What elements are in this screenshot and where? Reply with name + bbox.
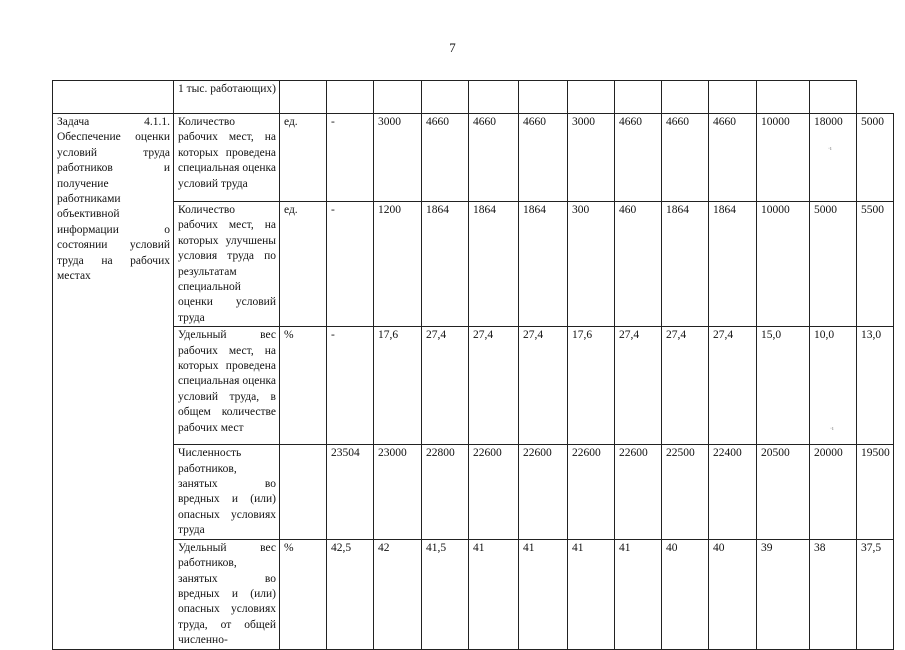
value-cell: 4660	[615, 114, 662, 202]
table-row	[53, 202, 894, 327]
value-cell: 1864	[469, 202, 519, 327]
value-cell: 40	[662, 539, 709, 649]
indicator-cell: Численность работников, занятых во вредных и (или) опасных условиях труда	[174, 445, 280, 539]
value-cell: 4660	[519, 114, 568, 202]
scan-speck: ·ı	[828, 146, 832, 152]
indicator-cell: Удельный вес работников, занятых во вредных и (или) опасных условиях труда, от общей численно-	[174, 539, 280, 649]
table-row	[53, 445, 894, 539]
value-cell: 1864	[662, 202, 709, 327]
value-cell: 5500	[857, 202, 894, 327]
value-cell: 41	[615, 539, 662, 649]
value-cell: -	[327, 114, 374, 202]
value-cell: 40	[709, 539, 757, 649]
value-cell: 4660	[662, 114, 709, 202]
value-cell: 13,0	[857, 327, 894, 445]
value-cell: 5000	[857, 114, 894, 202]
value-cell: -	[327, 202, 374, 327]
value-cell: 41,5	[422, 539, 469, 649]
value-cell: -	[327, 327, 374, 445]
value-cell: 20500	[757, 445, 810, 539]
value-cell: 3000	[568, 114, 615, 202]
value-cell: 19500	[857, 445, 894, 539]
value-cell: 20000	[810, 445, 857, 539]
value-cell: 41	[469, 539, 519, 649]
value-cell: 15,0	[757, 327, 810, 445]
unit-cell: ед.	[280, 114, 327, 202]
value-cell: 1864	[422, 202, 469, 327]
value-cell: 10000	[757, 202, 810, 327]
value-cell: 22800	[422, 445, 469, 539]
value-cell: 300	[568, 202, 615, 327]
indicator-cell: Количество рабочих мест, на которых проведена специальная оценка условий труда	[174, 114, 280, 202]
value-cell: 1864	[709, 202, 757, 327]
value-cell: 22500	[662, 445, 709, 539]
unit-cell	[280, 81, 327, 114]
value-cell: 38	[810, 539, 857, 649]
indicator-cell: Количество рабочих мест, на которых улучшены условия труда по результатам специальной оценки условий труда	[174, 202, 280, 327]
value-cell: 37,5	[857, 539, 894, 649]
indicator-cell: 1 тыс. работающих)	[174, 81, 280, 114]
scan-speck: ·ı	[830, 426, 834, 432]
value-cell: 22600	[568, 445, 615, 539]
value-cell: 5000	[810, 202, 857, 327]
value-cell: 23504	[327, 445, 374, 539]
value-cell: 4660	[709, 114, 757, 202]
value-cell: 22600	[615, 445, 662, 539]
value-cell: 27,4	[469, 327, 519, 445]
task-cell-empty	[53, 81, 174, 114]
value-cell: 17,6	[374, 327, 422, 445]
value-cell: 23000	[374, 445, 422, 539]
table-row	[53, 539, 894, 649]
value-cell: 27,4	[422, 327, 469, 445]
table-row	[53, 327, 894, 445]
page-number: 7	[449, 40, 456, 55]
value-cell: 1864	[519, 202, 568, 327]
table-row-continued	[53, 81, 894, 114]
unit-cell: %	[280, 327, 327, 445]
program-indicators-table	[52, 80, 894, 650]
value-cell: 1200	[374, 202, 422, 327]
value-cell: 27,4	[519, 327, 568, 445]
value-cell: 27,4	[615, 327, 662, 445]
value-cell: 22600	[469, 445, 519, 539]
value-cell: 41	[568, 539, 615, 649]
value-cell: 42,5	[327, 539, 374, 649]
value-cell: 4660	[422, 114, 469, 202]
value-cell: 42	[374, 539, 422, 649]
task-cell: Задача 4.1.1. Обеспечение оценки условий труда работников и получение работниками объективной информации о состоянии условий труда на рабочих местах	[53, 114, 174, 650]
value-cell: 39	[757, 539, 810, 649]
value-cell: 10,0	[810, 327, 857, 445]
value-cell: 22600	[519, 445, 568, 539]
value-cell: 22400	[709, 445, 757, 539]
table-row	[53, 114, 894, 202]
value-cell: 17,6	[568, 327, 615, 445]
value-cell: 18000	[810, 114, 857, 202]
value-cell: 4660	[469, 114, 519, 202]
value-cell: 27,4	[709, 327, 757, 445]
value-cell: 460	[615, 202, 662, 327]
value-cell: 10000	[757, 114, 810, 202]
value-cell: 41	[519, 539, 568, 649]
value-cell: 3000	[374, 114, 422, 202]
value-cell: 27,4	[662, 327, 709, 445]
unit-cell: ед.	[280, 202, 327, 327]
unit-cell	[280, 445, 327, 539]
indicator-cell: Удельный вес рабочих мест, на которых проведена специальная оценка условий труда, в общем количестве рабочих мест	[174, 327, 280, 445]
unit-cell: %	[280, 539, 327, 649]
